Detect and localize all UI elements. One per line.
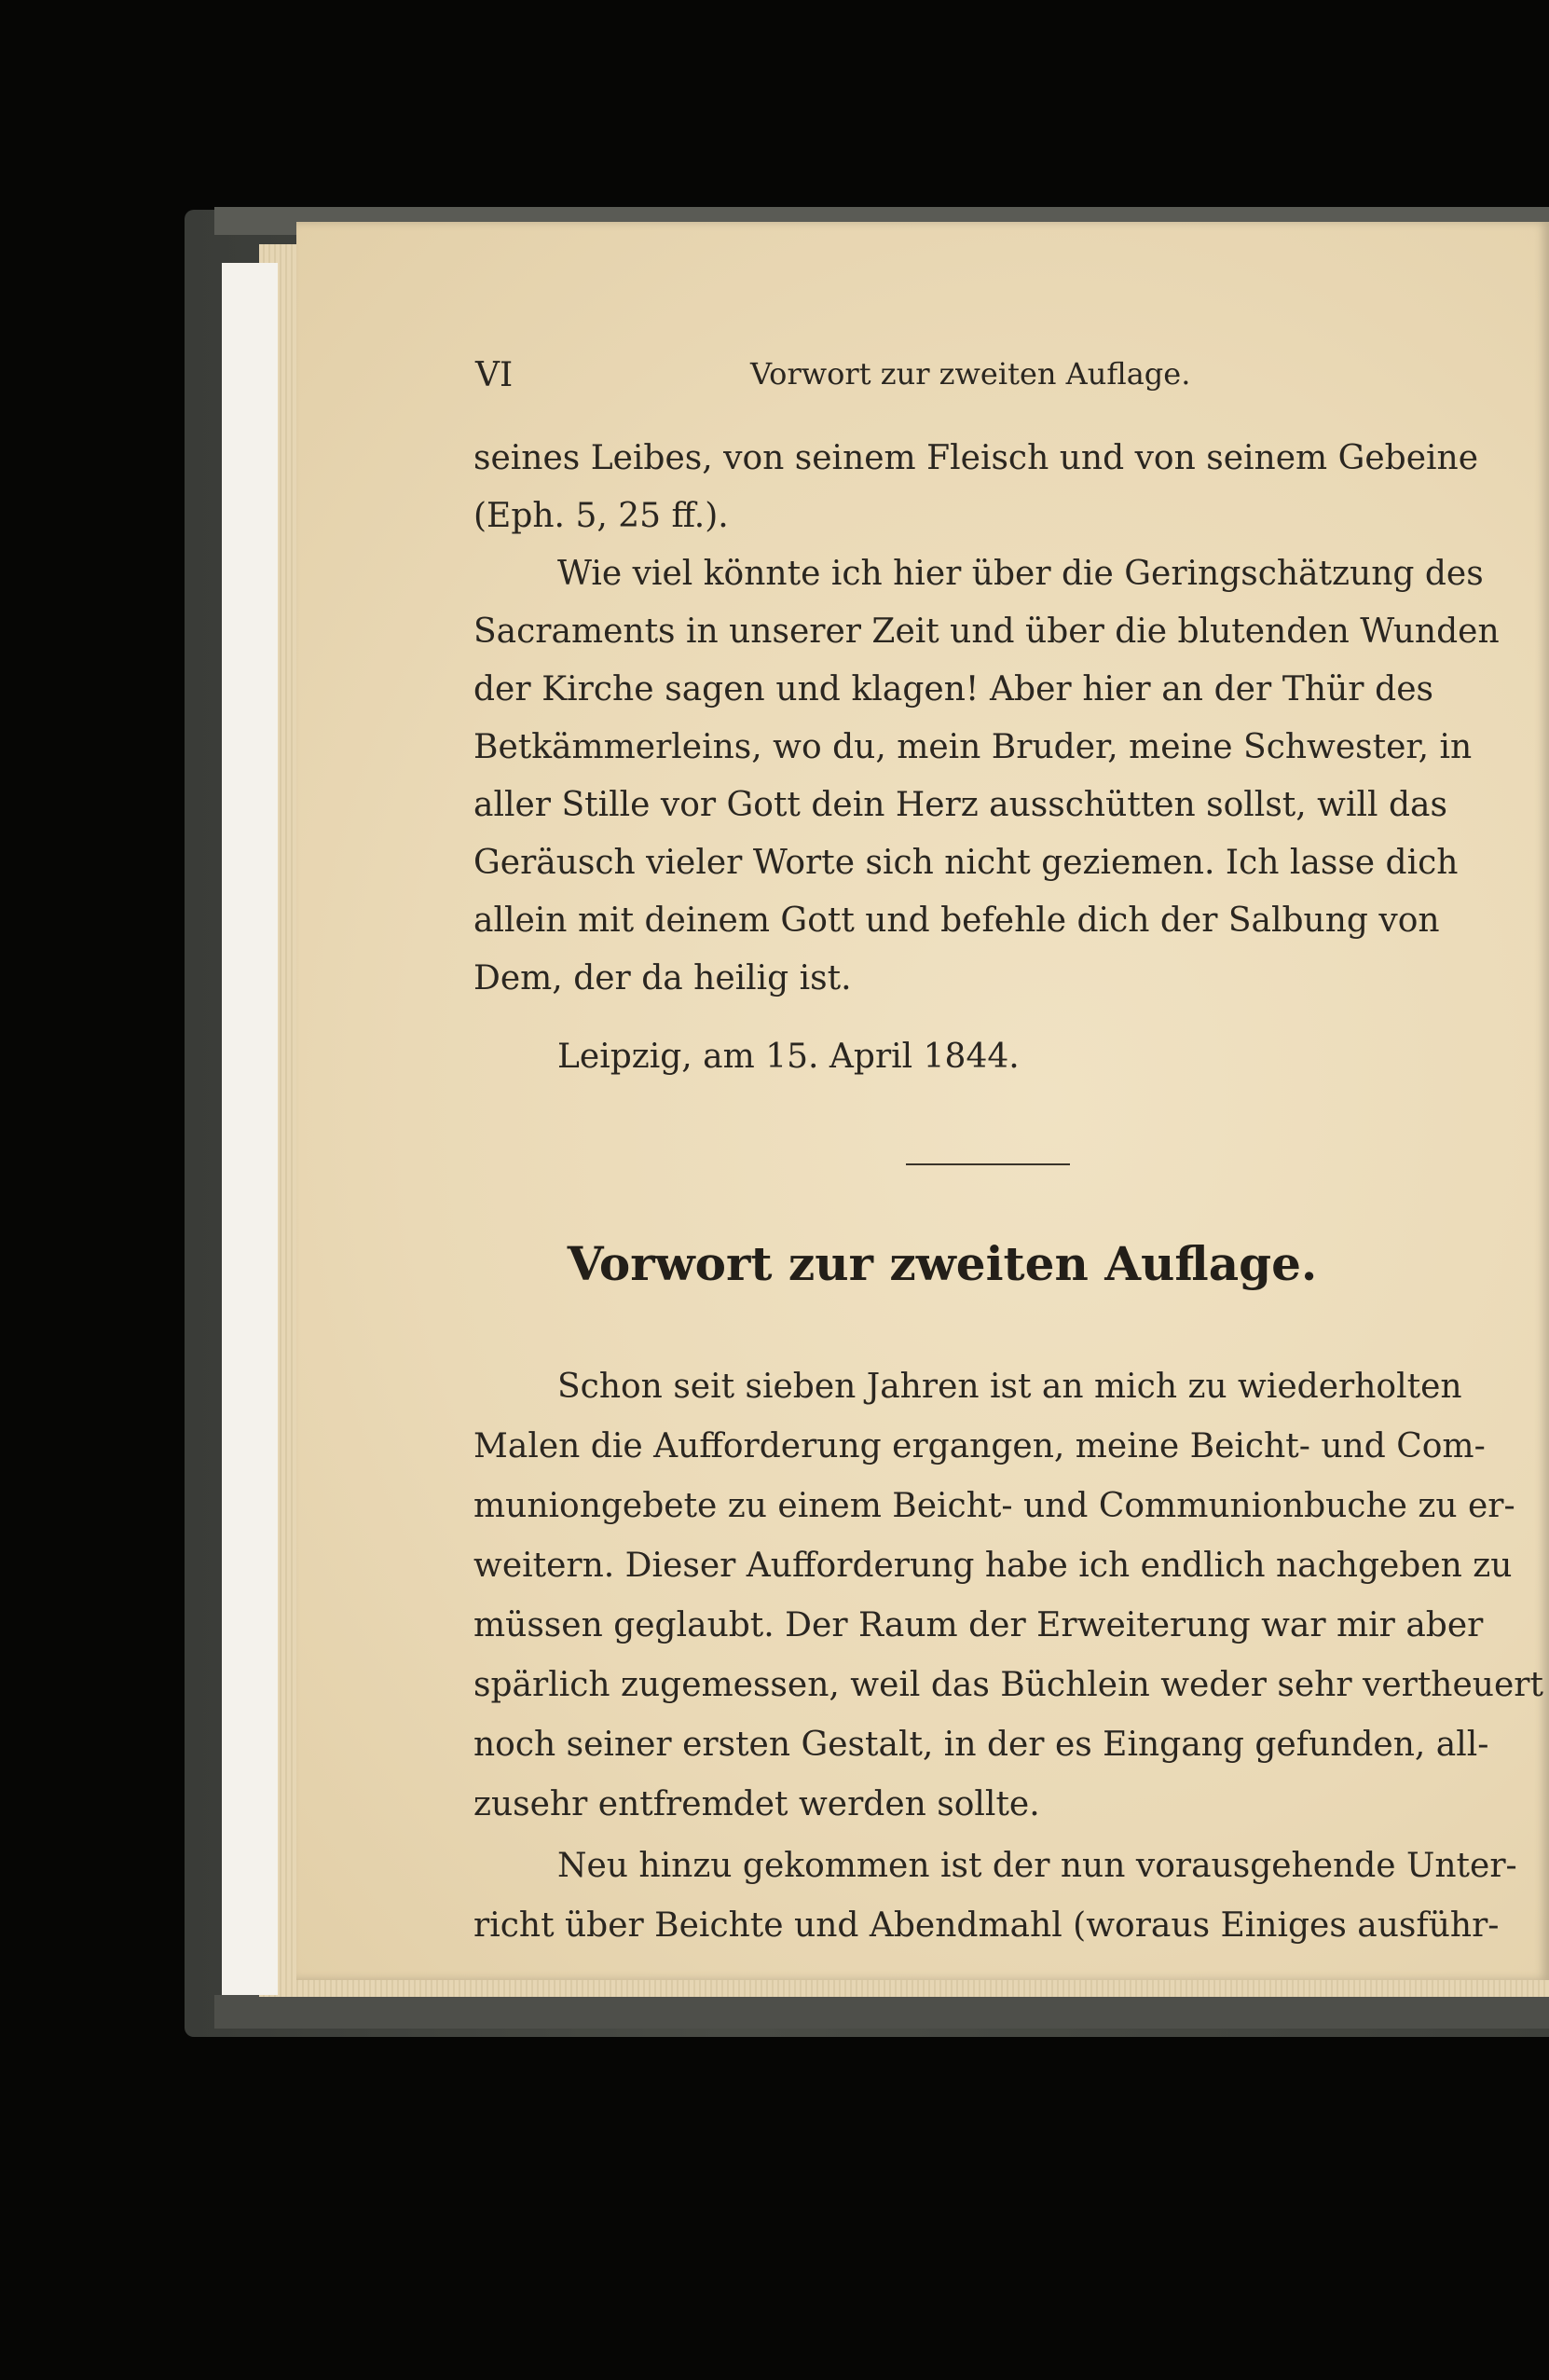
text-line: Neu hinzu gekommen ist der nun vorausgehende Unter- — [557, 1847, 1517, 1885]
text-line: weitern. Dieser Aufforderung habe ich endlich nachgeben zu — [473, 1547, 1513, 1585]
text-line: aller Stille vor Gott dein Herz ausschütten sollst, will das — [473, 786, 1447, 824]
book-page — [296, 222, 1549, 1980]
page-number: VI — [475, 356, 514, 394]
text-line: Malen die Aufforderung ergangen, meine Beicht- und Com- — [473, 1427, 1486, 1465]
text-line: Betkämmerleins, wo du, mein Bruder, meine Schwester, in — [473, 728, 1473, 766]
flyleaf-edge — [222, 263, 278, 1995]
text-line: Dem, der da heilig ist. — [473, 959, 852, 997]
text-line: müssen geglaubt. Der Raum der Erweiterung war mir aber — [473, 1606, 1484, 1644]
text-line: spärlich zugemessen, weil das Büchlein weder sehr vertheuert — [473, 1666, 1543, 1704]
text-line: Wie viel könnte ich hier über die Geringschätzung des — [557, 555, 1484, 593]
text-line: seines Leibes, von seinem Fleisch und von seinem Gebeine — [473, 439, 1478, 477]
text-line: (Eph. 5, 25 ff.). — [473, 497, 729, 535]
text-line: Sacraments in unserer Zeit und über die blutenden Wunden — [473, 612, 1500, 651]
text-line: Schon seit sieben Jahren ist an mich zu wiederholten — [557, 1368, 1462, 1406]
text-line: zusehr entfremdet werden sollte. — [473, 1785, 1040, 1823]
text-line: allein mit deinem Gott und befehle dich der Salbung von — [473, 901, 1440, 940]
section-divider — [906, 1163, 1070, 1165]
section-heading: Vorwort zur zweiten Auflage. — [567, 1236, 1318, 1291]
cover-bottom-edge — [214, 1995, 1549, 2029]
text-line: Geräusch vieler Worte sich nicht geziemen. Ich lasse dich — [473, 844, 1459, 882]
text-line: richt über Beichte und Abendmahl (woraus Einiges ausführ- — [473, 1906, 1500, 1945]
text-line: der Kirche sagen und klagen! Aber hier an der Thür des — [473, 670, 1433, 708]
signature-line: Leipzig, am 15. April 1844. — [557, 1038, 1020, 1076]
text-line: muniongebete zu einem Beicht- und Communionbuche zu er- — [473, 1487, 1515, 1525]
running-title: Vorwort zur zweiten Auflage. — [750, 356, 1191, 392]
text-line: noch seiner ersten Gestalt, in der es Eingang gefunden, all- — [473, 1726, 1489, 1764]
